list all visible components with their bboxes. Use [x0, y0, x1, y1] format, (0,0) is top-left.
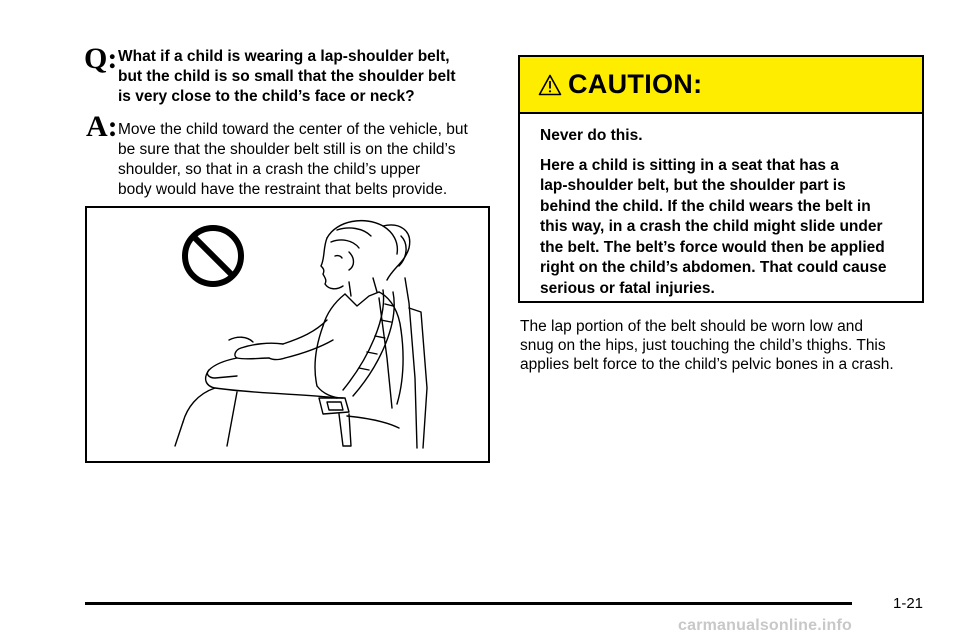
caution-title: CAUTION:	[568, 69, 703, 99]
watermark: carmanualsonline.info	[678, 617, 853, 634]
question-marker: Q:	[84, 42, 118, 75]
caution-body	[520, 114, 922, 299]
answer-marker: A:	[86, 110, 118, 143]
answer-line: be sure that the shoulder belt still is on the child’s	[118, 141, 456, 158]
lap-belt-line: The lap portion of the belt should be worn low and	[520, 318, 863, 335]
answer-line: shoulder, so that in a crash the child’s upper	[118, 161, 421, 178]
prohibition-circle-icon	[185, 228, 241, 284]
page-number: 1-21	[893, 595, 924, 612]
caution-paragraph: Never do this.	[540, 127, 643, 144]
caution-line: this way, in a crash the child might slide under	[540, 218, 883, 235]
caution-line: behind the child. If the child wears the belt in	[540, 197, 871, 215]
lap-belt-line: applies belt force to the child’s pelvic bones in a crash.	[520, 356, 894, 373]
question-line: What if a child is wearing a lap-shoulder belt,	[118, 48, 450, 65]
caution-line: right on the child’s abdomen. That could cause	[540, 259, 887, 276]
footer-rule	[85, 602, 852, 605]
caution-line: Here a child is sitting in a seat that has a	[540, 156, 839, 174]
caution-line: the belt. The belt’s force would then be applied	[540, 238, 885, 256]
question-line: but the child is so small that the shoulder belt	[118, 68, 456, 85]
caution-line: lap-shoulder belt, but the shoulder part is	[540, 177, 846, 194]
lap-belt-line: snug on the hips, just touching the child’s thighs. This	[520, 337, 886, 354]
answer-line: Move the child toward the center of the vehicle, but	[118, 121, 468, 138]
warning-triangle-icon	[538, 74, 562, 96]
answer-line: body would have the restraint that belts provide.	[118, 181, 448, 198]
lap-belt-paragraph	[520, 317, 930, 374]
question-text	[118, 47, 488, 107]
question-line: is very close to the child’s face or neck?	[118, 88, 415, 105]
illustration-frame	[85, 206, 490, 463]
seated-child-illustration	[87, 208, 488, 461]
caution-box	[518, 55, 924, 303]
caution-header	[520, 57, 922, 114]
caution-paragraph	[540, 156, 902, 300]
answer-text	[118, 120, 490, 200]
caution-line: serious or fatal injuries.	[540, 279, 715, 297]
